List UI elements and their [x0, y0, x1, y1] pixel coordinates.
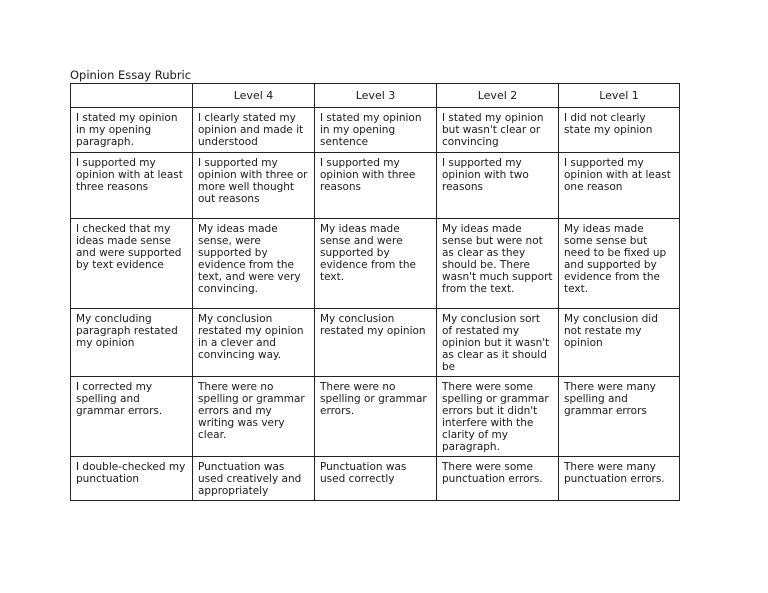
level-4-cell: I supported my opinion with three or more well thought out reasons [193, 153, 315, 219]
level-2-cell: I supported my opinion with two reasons [437, 153, 559, 219]
level-2-cell: There were some punctuation errors. [437, 457, 559, 501]
table-row [71, 219, 680, 309]
level-3-cell: I supported my opinion with three reasons [315, 153, 437, 219]
criteria-cell: My concluding paragraph restated my opinion [71, 309, 193, 377]
level-3-cell: Punctuation was used correctly [315, 457, 437, 501]
criteria-cell: I corrected my spelling and grammar errors. [71, 377, 193, 457]
header-row [71, 84, 680, 108]
level-1-cell: I did not clearly state my opinion [559, 108, 680, 153]
header-cell-level-4: Level 4 [193, 84, 315, 108]
level-1-cell: My ideas made some sense but need to be fixed up and supported by evidence from the text. [559, 219, 680, 309]
table-row [71, 108, 680, 153]
level-4-cell: There were no spelling or grammar errors and my writing was very clear. [193, 377, 315, 457]
header-cell-criteria [71, 84, 193, 108]
level-2-cell: My conclusion sort of restated my opinion but it wasn't as clear as it should be [437, 309, 559, 377]
level-3-cell: I stated my opinion in my opening sentence [315, 108, 437, 153]
level-1-cell: I supported my opinion with at least one reason [559, 153, 680, 219]
header-cell-level-1: Level 1 [559, 84, 680, 108]
level-1-cell: My conclusion did not restate my opinion [559, 309, 680, 377]
table-row [71, 377, 680, 457]
level-2-cell: I stated my opinion but wasn't clear or convincing [437, 108, 559, 153]
criteria-cell: I supported my opinion with at least three reasons [71, 153, 193, 219]
level-3-cell: My conclusion restated my opinion [315, 309, 437, 377]
table-row [71, 457, 680, 501]
rubric-table [70, 83, 680, 501]
level-3-cell: My ideas made sense and were supported by evidence from the text. [315, 219, 437, 309]
table-row [71, 153, 680, 219]
criteria-cell: I double-checked my punctuation [71, 457, 193, 501]
level-3-cell: There were no spelling or grammar errors. [315, 377, 437, 457]
document-title: Opinion Essay Rubric [70, 68, 192, 82]
criteria-cell: I checked that my ideas made sense and were supported by text evidence [71, 219, 193, 309]
level-4-cell: Punctuation was used creatively and appropriately [193, 457, 315, 501]
level-2-cell: There were some spelling or grammar errors but it didn't interfere with the clarity of my paragraph. [437, 377, 559, 457]
level-4-cell: My ideas made sense, were supported by evidence from the text, and were very convincing. [193, 219, 315, 309]
level-1-cell: There were many punctuation errors. [559, 457, 680, 501]
criteria-cell: I stated my opinion in my opening paragraph. [71, 108, 193, 153]
header-cell-level-2: Level 2 [437, 84, 559, 108]
header-cell-level-3: Level 3 [315, 84, 437, 108]
level-1-cell: There were many spelling and grammar errors [559, 377, 680, 457]
level-2-cell: My ideas made sense but were not as clear as they should be. There wasn't much support from the text. [437, 219, 559, 309]
table-row [71, 309, 680, 377]
level-4-cell: My conclusion restated my opinion in a clever and convincing way. [193, 309, 315, 377]
level-4-cell: I clearly stated my opinion and made it understood [193, 108, 315, 153]
